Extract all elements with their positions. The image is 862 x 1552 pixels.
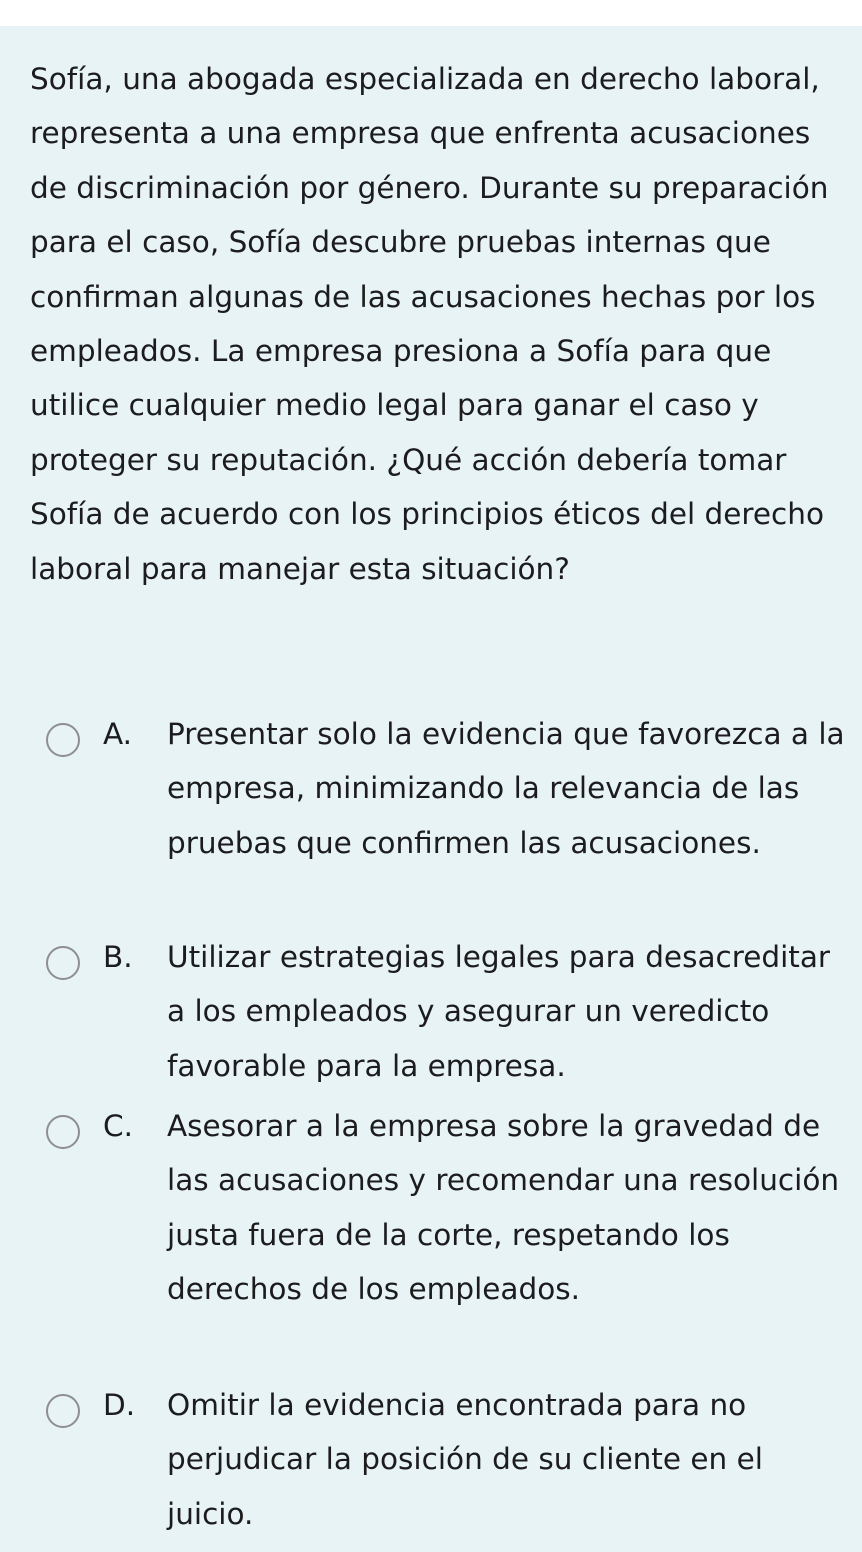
- option-letter-d: D.: [103, 1388, 136, 1422]
- option-a[interactable]: [0, 707, 862, 925]
- option-letter-b: B.: [103, 940, 133, 974]
- option-letter-c: C.: [103, 1109, 133, 1143]
- option-text-b: Utilizar estrategias legales para desacreditar a los empleados y asegurar un veredicto favorable para la empresa.: [167, 940, 831, 1083]
- option-d[interactable]: [0, 1378, 862, 1544]
- top-strip: [0, 0, 862, 26]
- radio-button-a[interactable]: [46, 723, 80, 757]
- option-c[interactable]: [0, 1099, 862, 1371]
- question-card: [0, 26, 862, 1552]
- radio-button-b[interactable]: [46, 946, 80, 980]
- question-text: Sofía, una abogada especializada en derecho laboral, representa a una empresa que enfrenta acusaciones de discriminación por género. Durante su preparación para el caso, Sofía descubre pruebas internas que confirman algunas de las acusaciones hechas por los empleados. La empresa presiona a Sofía para que utilice cualquier medio legal para ganar el caso y proteger su reputación. ¿Qué acción debería tomar Sofía de acuerdo con los principios éticos del derecho laboral para manejar esta situación?: [30, 62, 829, 586]
- option-text-a: Presentar solo la evidencia que favorezca a la empresa, minimizando la relevancia de las pruebas que confirmen las acusaciones.: [167, 717, 845, 860]
- option-text-d: Omitir la evidencia encontrada para no perjudicar la posición de su cliente en el juicio.: [167, 1388, 763, 1531]
- radio-button-c[interactable]: [46, 1115, 80, 1149]
- radio-button-d[interactable]: [46, 1394, 80, 1428]
- option-letter-a: A.: [103, 717, 133, 751]
- option-b[interactable]: [0, 930, 862, 1096]
- option-text-c: Asesorar a la empresa sobre la gravedad de las acusaciones y recomendar una resolución justa fuera de la corte, respetando los derechos de los empleados.: [167, 1109, 840, 1307]
